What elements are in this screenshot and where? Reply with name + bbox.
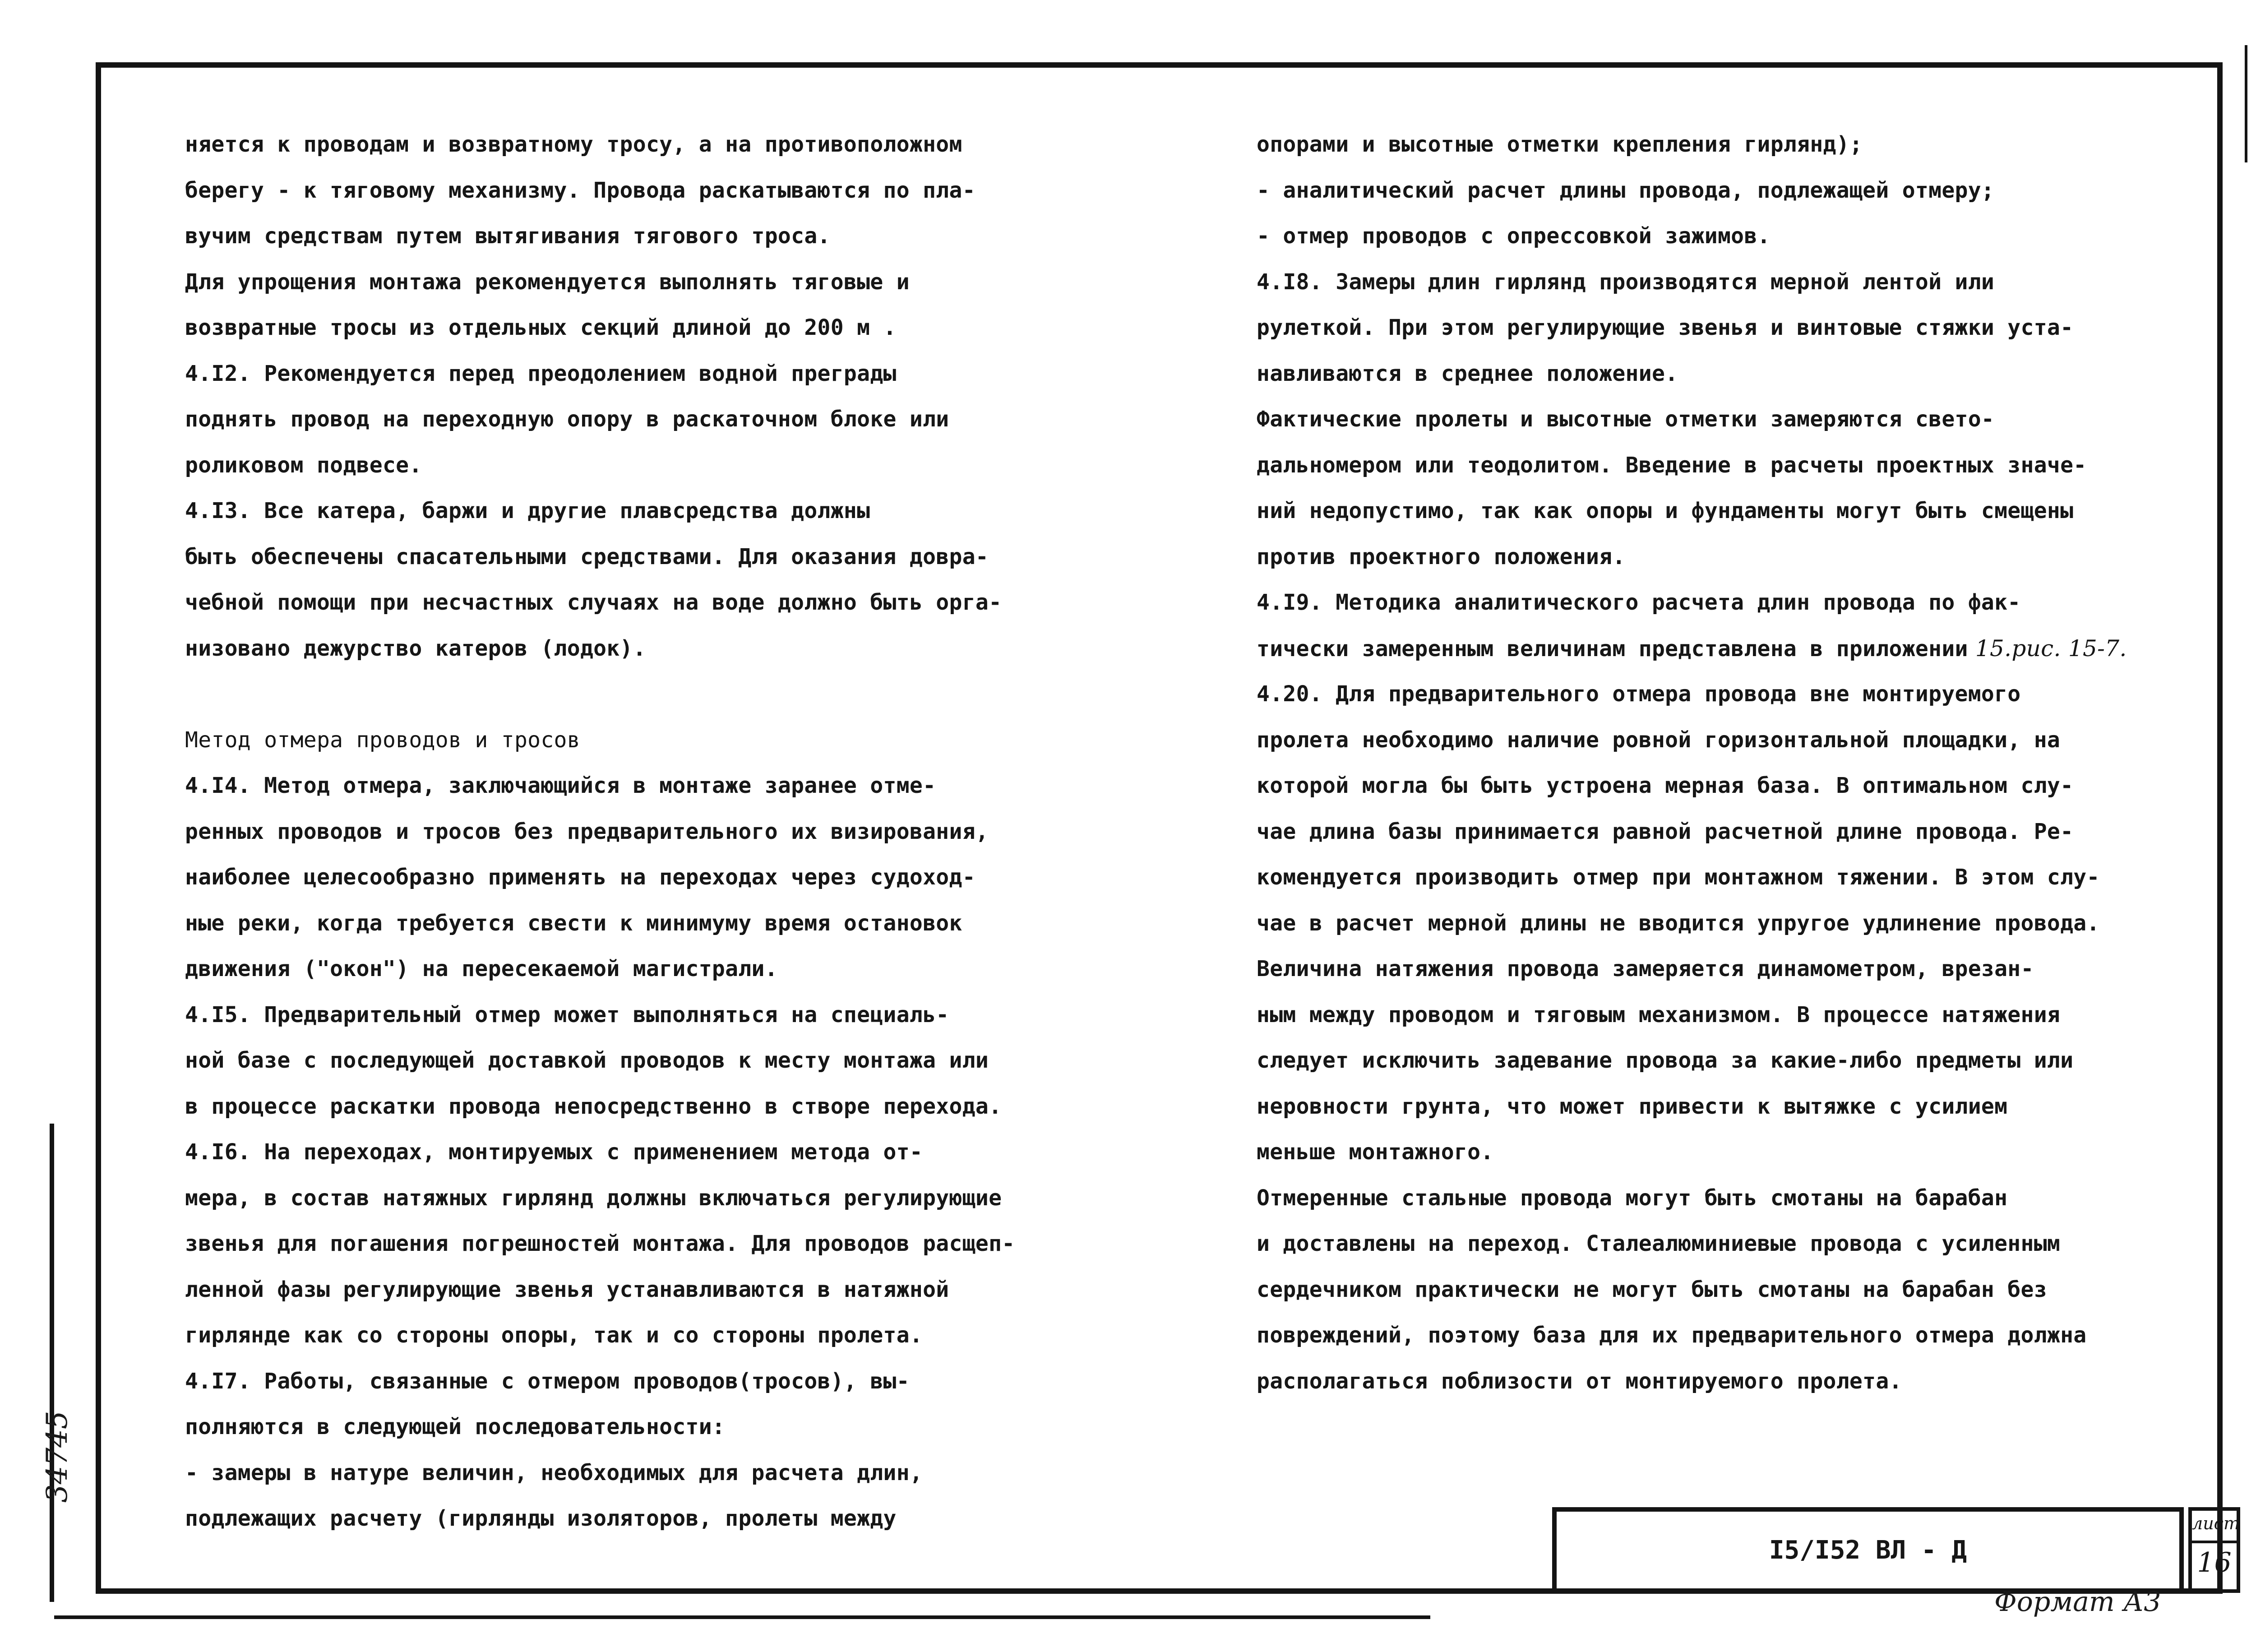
text-line: Величина натяжения провода замеряется динамометром, врезан- (1257, 956, 2034, 981)
top-right-tick (2245, 45, 2247, 162)
document-code: I5/I52 ВЛ - Д (1769, 1535, 1967, 1565)
margin-rule (50, 1124, 54, 1602)
sheet-number-block (2188, 1507, 2240, 1593)
text-line: 4.20. Для предварительного отмера провода вне монтируемого (1257, 681, 2021, 707)
text-line: располагаться поблизости от монтируемого пролета. (1257, 1368, 1902, 1394)
text-line: которой могла бы быть устроена мерная база. В оптимальном слу- (1257, 773, 2074, 798)
text-line: вучим средствам путем вытягивания тягового троса. (185, 223, 831, 249)
text-line: Фактические пролеты и высотные отметки замеряются свето- (1257, 407, 1995, 432)
text-line: ленной фазы регулирующие звенья устанавливаются в натяжной (185, 1277, 949, 1302)
text-line: и доставлены на переход. Сталеалюминиевые провода с усиленным (1257, 1231, 2061, 1256)
text-line: - отмер проводов с опрессовкой зажимов. (1257, 223, 1771, 249)
text-line: ний недопустимо, так как опоры и фундаменты могут быть смещены (1257, 498, 2074, 523)
text-line: - замеры в натуре величин, необходимых для расчета длин, (185, 1460, 923, 1485)
sheet-divider (2192, 1541, 2237, 1543)
text-line: мера, в состав натяжных гирлянд должны включаться регулирующие (185, 1185, 1002, 1211)
text-line: Отмеренные стальные провода могут быть смотаны на барабан (1257, 1185, 2008, 1211)
text-line: поднять провод на переходную опору в раскаточном блоке или (185, 407, 949, 432)
text-line: опорами и высотные отметки крепления гирлянд); (1257, 132, 1863, 157)
text-line: 4.I4. Метод отмера, заключающийся в монтаже заранее отме- (185, 773, 936, 798)
text-line: повреждений, поэтому база для их предварительного отмера должна (1257, 1323, 2087, 1348)
text-line: комендуется производить отмер при монтажном тяжении. В этом слу- (1257, 865, 2100, 890)
left-text-column (185, 122, 1087, 1542)
text-line: ным между проводом и тяговым механизмом. В процессе натяжения (1257, 1002, 2061, 1027)
text-line: 4.I5. Предварительный отмер может выполняться на специаль- (185, 1002, 949, 1027)
text-line: берегу - к тяговому механизму. Провода раскатываются по пла- (185, 177, 975, 203)
inventory-number: 34745 (41, 1411, 74, 1503)
text-line: наиболее целесообразно применять на переходах через судоход- (185, 865, 975, 890)
text-line: 4.I9. Методика аналитического расчета длин провода по фак- (1257, 590, 2021, 615)
text-line: ренных проводов и тросов без предварительного их визирования, (185, 819, 989, 844)
text-line: - аналитический расчет длины провода, подлежащей отмеру; (1257, 177, 1995, 203)
text-line-with-reference (1257, 626, 2204, 672)
text-line: гирлянде как со стороны опоры, так и со стороны пролета. (185, 1323, 923, 1348)
text-line: Для упрощения монтажа рекомендуется выполнять тяговые и (185, 269, 910, 295)
text-line: меньше монтажного. (1257, 1139, 1494, 1165)
section-heading: Метод отмера проводов и тросов (185, 727, 580, 753)
blank-line (185, 671, 1087, 717)
text-line: в процессе раскатки провода непосредственно в створе перехода. (185, 1093, 1002, 1119)
text-line: чебной помощи при несчастных случаях на воде должно быть орга- (185, 590, 1002, 615)
text-line: полняются в следующей последовательности: (185, 1414, 726, 1439)
text-line: роликовом подвесе. (185, 452, 422, 478)
text-line: дальномером или теодолитом. Введение в расчеты проектных значе- (1257, 452, 2087, 478)
right-text-column (1257, 122, 2204, 1404)
text-line: следует исключить задевание провода за какие-либо предметы или (1257, 1048, 2074, 1073)
text-line: 4.I7. Работы, связанные с отмером проводов(тросов), вы- (185, 1368, 910, 1394)
text-line: быть обеспечены спасательными средствами. Для оказания довра- (185, 544, 989, 569)
text-line: 4.I6. На переходах, монтируемых с применением метода от- (185, 1139, 923, 1165)
text-line: подлежащих расчету (гирлянды изоляторов, пролеты между (185, 1506, 897, 1531)
bottom-rule (54, 1615, 1430, 1619)
text-line: 4.I3. Все катера, баржи и другие плавсредства должны (185, 498, 870, 523)
format-note: Формат А3 (1994, 1586, 2161, 1618)
text-line: тически замеренным величинам представлена в приложении (1257, 636, 1968, 662)
text-line: няется к проводам и возвратному тросу, а на противоположном (185, 132, 962, 157)
text-line: чае в расчет мерной длины не вводится упругое удлинение провода. (1257, 910, 2100, 936)
handwritten-reference: 15.рис. 15-7. (1968, 635, 2127, 662)
text-line: чае длина базы принимается равной расчетной длине провода. Ре- (1257, 819, 2074, 844)
text-line: ной базе с последующей доставкой проводов к месту монтажа или (185, 1048, 989, 1073)
text-line: неровности грунта, что может привести к вытяжке с усилием (1257, 1093, 2008, 1119)
text-line: против проектного положения. (1257, 544, 1626, 569)
text-line: звенья для погашения погрешностей монтажа. Для проводов расщеп- (185, 1231, 1015, 1256)
text-line: 4.I8. Замеры длин гирлянд производятся мерной лентой или (1257, 269, 1995, 295)
text-line: рулеткой. При этом регулирующие звенья и винтовые стяжки уста- (1257, 315, 2074, 340)
title-block-code (1552, 1507, 2184, 1593)
text-line: ные реки, когда требуется свести к минимуму время остановок (185, 910, 962, 936)
text-line: низовано дежурство катеров (лодок). (185, 635, 646, 661)
text-line: движения ("окон") на пересекаемой магистрали. (185, 956, 778, 981)
sheet-number: 16 (2197, 1547, 2232, 1578)
text-line: навливаются в среднее положение. (1257, 361, 1678, 386)
text-line: сердечником практически не могут быть смотаны на барабан без (1257, 1277, 2047, 1302)
text-line: пролета необходимо наличие ровной горизонтальной площадки, на (1257, 727, 2061, 753)
text-line: возвратные тросы из отдельных секций длиной до 200 м . (185, 315, 897, 340)
text-line: 4.I2. Рекомендуется перед преодолением водной преграды (185, 361, 897, 386)
sheet-label: лист (2192, 1513, 2240, 1533)
